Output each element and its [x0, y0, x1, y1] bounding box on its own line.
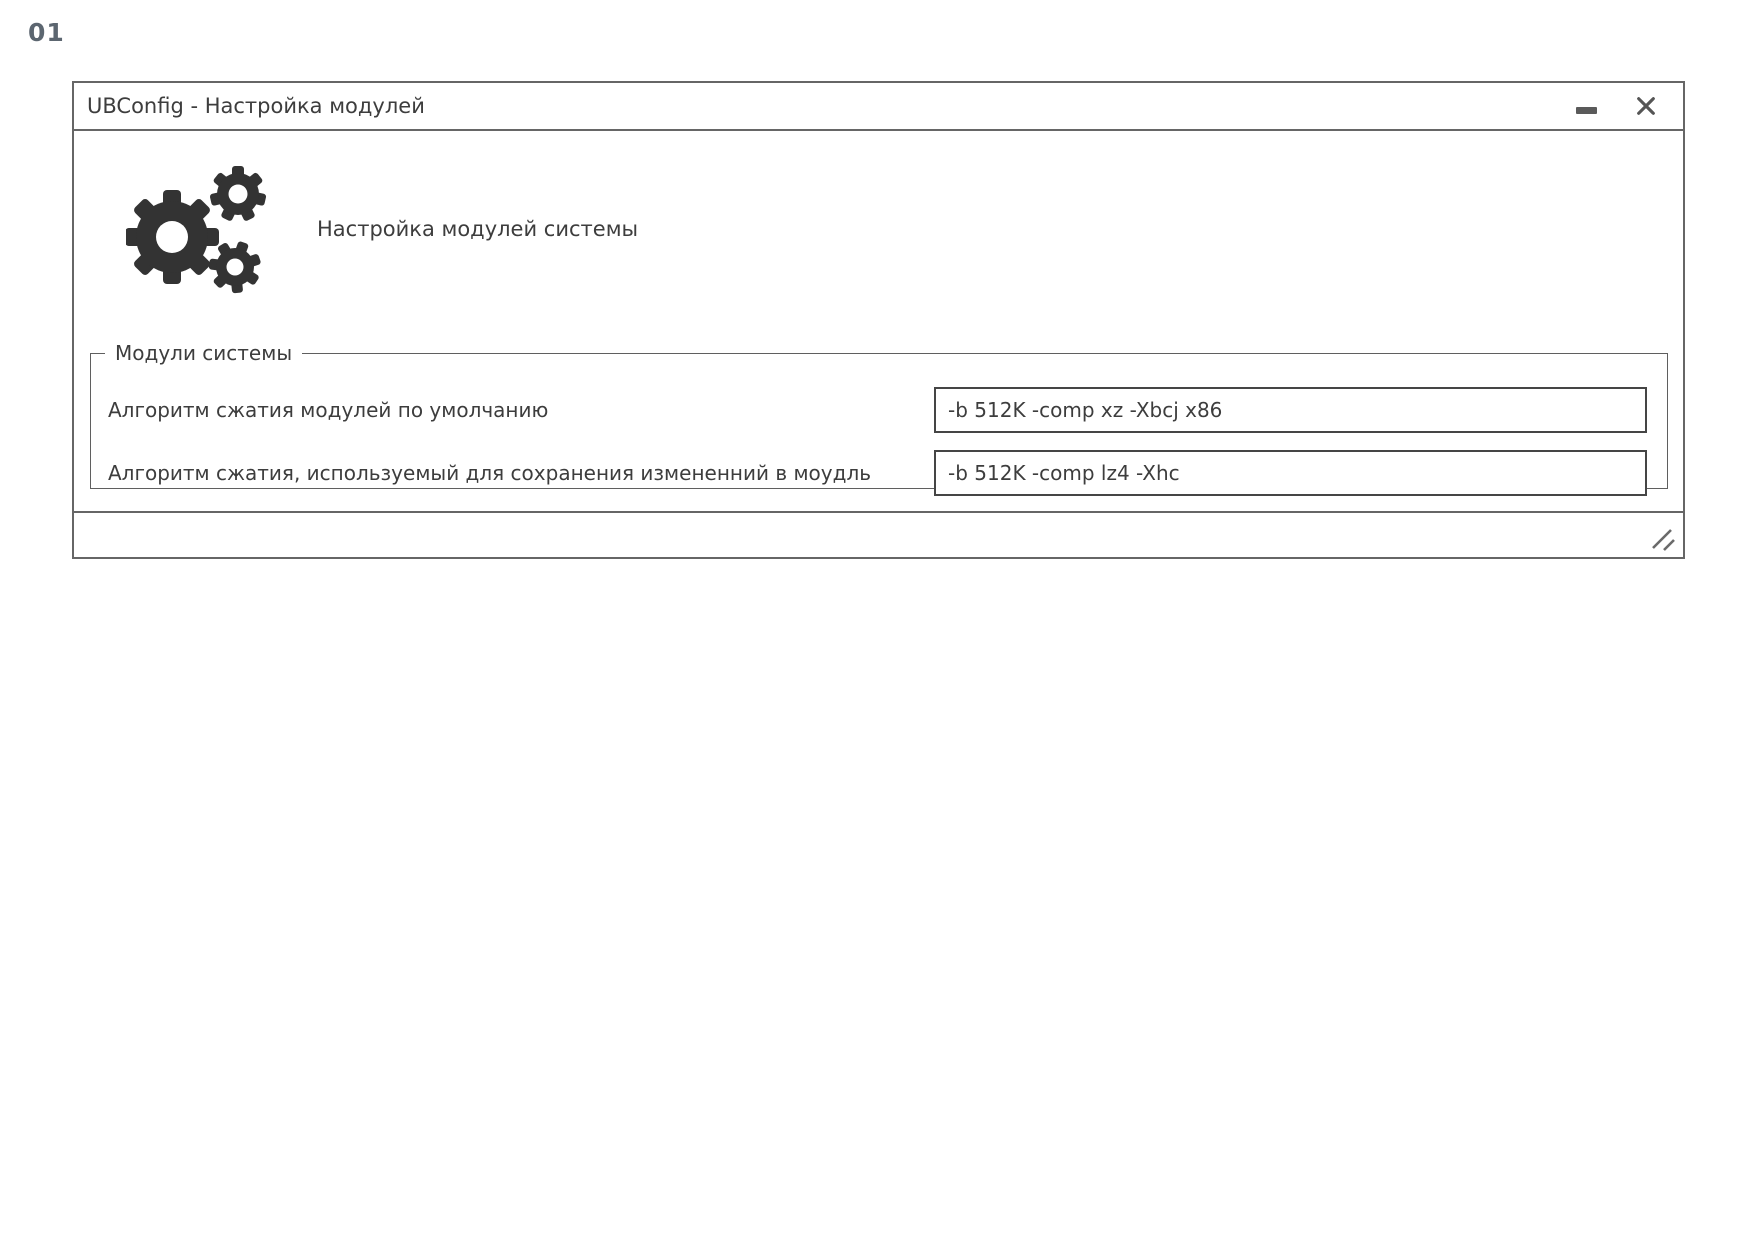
ubconfig-window	[72, 81, 1685, 559]
window-controls	[1573, 93, 1659, 119]
field-row-default-compression	[91, 387, 1667, 433]
window-title: UBConfig - Настройка модулей	[87, 94, 425, 118]
groupbox-legend: Модули системы	[115, 341, 293, 365]
field-row-save-compression	[91, 450, 1667, 496]
resize-grip-icon[interactable]	[1647, 523, 1677, 553]
dialog-heading: Настройка модулей системы	[317, 217, 639, 241]
default-compression-input[interactable]	[934, 387, 1647, 433]
status-bar	[74, 511, 1683, 557]
save-compression-input[interactable]	[934, 450, 1647, 496]
gears-icon	[126, 161, 276, 301]
close-icon	[1635, 95, 1657, 117]
slide-number: 01	[28, 18, 65, 47]
minimize-button[interactable]	[1573, 93, 1599, 119]
save-compression-label: Алгоритм сжатия, используемый для сохранения измененний в моудль	[108, 461, 872, 485]
minimize-icon	[1576, 107, 1597, 114]
modules-groupbox	[90, 341, 1668, 489]
close-button[interactable]	[1633, 93, 1659, 119]
window-titlebar[interactable]	[74, 83, 1683, 131]
default-compression-label: Алгоритм сжатия модулей по умолчанию	[108, 398, 549, 422]
